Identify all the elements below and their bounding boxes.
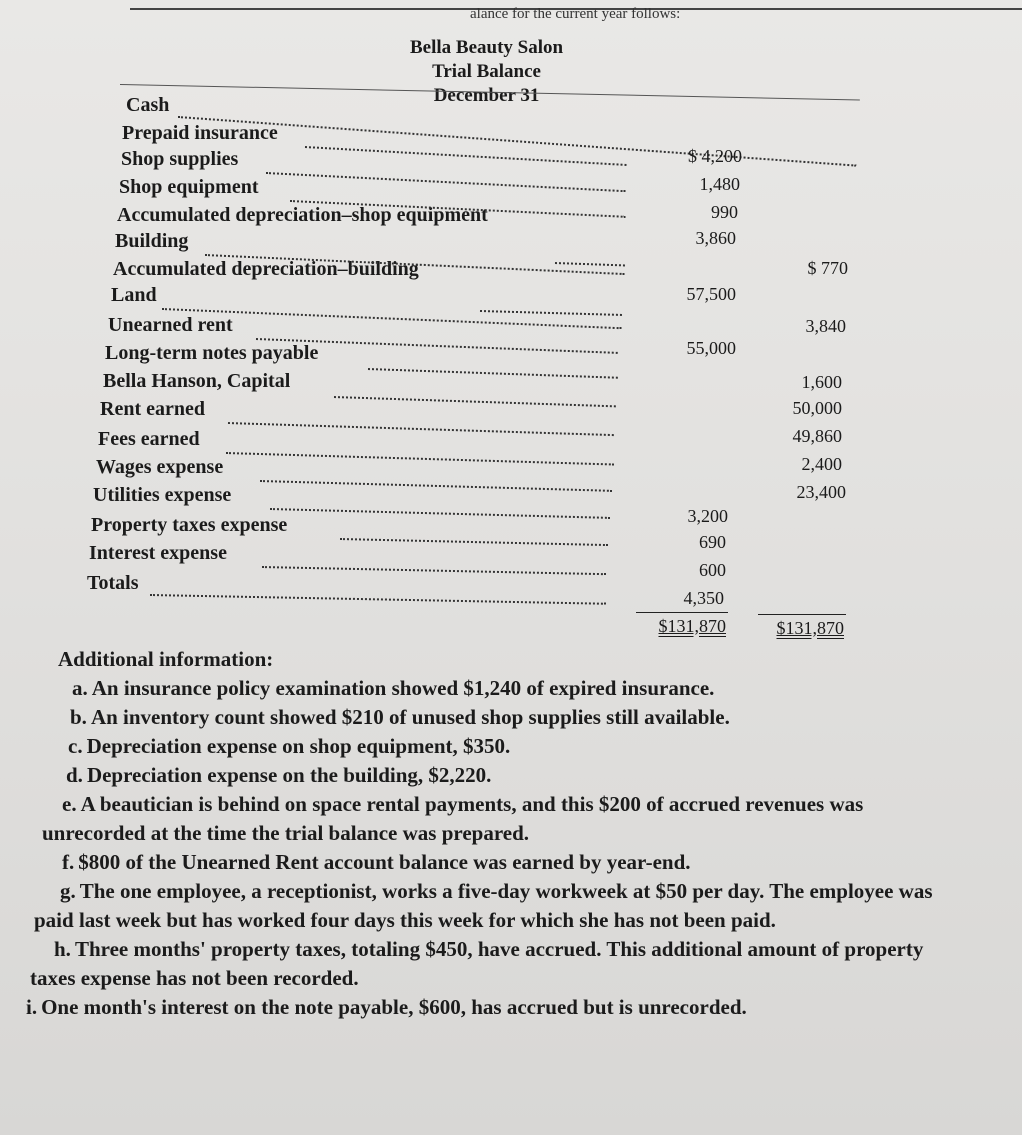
credit-amount: 2,400 (801, 454, 842, 474)
totals-label: Totals (87, 572, 139, 594)
account-name: Wages expense (96, 456, 224, 478)
account-name: Shop supplies (121, 148, 239, 170)
credit-amount: 23,400 (796, 482, 846, 502)
item-label: f. (62, 850, 75, 874)
item-text: An insurance policy examination showed $1,240 of expired insurance. (91, 676, 715, 700)
item-text: An inventory count showed $210 of unused shop supplies still available. (90, 705, 730, 729)
leader-dots (334, 396, 616, 407)
list-item (68, 732, 1010, 761)
list-item (72, 674, 1010, 703)
debit-amount: 55,000 (686, 338, 736, 358)
list-item (30, 935, 930, 993)
credit-amount: $ 770 (807, 258, 848, 278)
account-name: Rent earned (100, 398, 205, 420)
intro-text: alance for the current year follows: (470, 6, 681, 22)
credit-amount: 1,600 (801, 372, 842, 392)
leader-dots (266, 172, 626, 192)
item-label: g. (60, 879, 76, 903)
report-date: December 31 (433, 85, 540, 106)
debit-amount: 690 (699, 532, 726, 552)
credit-amount: 3,840 (805, 316, 846, 336)
account-name: Bella Hanson, Capital (103, 370, 291, 392)
debit-amount: 3,860 (695, 228, 736, 248)
item-label: a. (72, 676, 88, 700)
company-name: Bella Beauty Salon (410, 37, 564, 58)
account-name: Building (115, 230, 189, 252)
item-text: $800 of the Unearned Rent account balance was earned by year-end. (78, 850, 691, 874)
account-name: Accumulated depreciation–building (113, 258, 419, 280)
item-text: Three months' property taxes, totaling $450, have accrued. This additional amount of property taxes expense has not been recorded. (30, 937, 924, 990)
additional-information (26, 645, 1010, 1022)
leader-dots (368, 368, 618, 379)
item-label: e. (62, 792, 77, 816)
debit-amount: 1,480 (699, 174, 740, 194)
additional-heading: Additional information: (58, 647, 274, 671)
leader-dots (340, 538, 608, 546)
account-name: Prepaid insurance (122, 122, 278, 144)
leader-dots (228, 422, 614, 436)
item-text: A beautician is behind on space rental payments, and this $200 of accrued revenues was unrecorded at the time the trial balance was prepared. (42, 792, 864, 845)
credit-amount: 50,000 (792, 398, 842, 418)
leader-dots (480, 310, 622, 316)
item-text: The one employee, a receptionist, works a five-day workweek at $50 per day. The employee was paid last week but has worked four days this week for which she has not been paid. (34, 879, 933, 932)
item-text: One month's interest on the note payable, $600, has accrued but is unrecorded. (41, 995, 747, 1019)
leader-dots (150, 594, 606, 605)
item-label: c. (68, 734, 83, 758)
item-label: d. (66, 763, 83, 787)
debit-total-rule (636, 612, 728, 613)
debit-amount: 57,500 (686, 284, 736, 304)
account-name: Fees earned (98, 428, 200, 450)
account-name: Utilities expense (93, 484, 232, 506)
leader-dots (260, 480, 612, 492)
credit-total: $131,870 (776, 618, 844, 638)
item-label: i. (26, 995, 38, 1019)
account-name: Land (111, 284, 157, 306)
account-name: Long-term notes payable (105, 342, 319, 364)
debit-amount: 4,350 (683, 588, 724, 608)
item-label: b. (70, 705, 87, 729)
list-item (42, 790, 957, 848)
account-name: Cash (126, 94, 170, 116)
list-item (62, 848, 1010, 877)
credit-amount: 49,860 (792, 426, 842, 446)
account-name: Property taxes expense (91, 514, 288, 536)
leader-dots (305, 146, 627, 166)
list-item (34, 877, 969, 935)
debit-total: $131,870 (658, 616, 726, 636)
item-text: Depreciation expense on shop equipment, $350. (86, 734, 511, 758)
item-text: Depreciation expense on the building, $2,220. (86, 763, 492, 787)
report-name: Trial Balance (432, 61, 541, 82)
item-label: h. (54, 937, 71, 961)
debit-amount: 3,200 (687, 506, 728, 526)
account-name: Accumulated depreciation–shop equipment (117, 204, 488, 226)
account-name: Unearned rent (108, 314, 233, 336)
account-name: Shop equipment (119, 176, 259, 198)
list-item (26, 993, 1010, 1022)
debit-amount: 600 (699, 560, 726, 580)
debit-amount: 990 (711, 202, 738, 222)
leader-dots (555, 262, 625, 266)
leader-dots (262, 566, 606, 575)
credit-total-rule (758, 614, 846, 615)
leader-dots (226, 452, 614, 466)
account-name: Interest expense (89, 542, 227, 564)
leader-dots (270, 508, 610, 519)
list-item (66, 761, 1010, 790)
list-item (70, 703, 1010, 732)
debit-amount: $ 4,200 (688, 146, 742, 166)
